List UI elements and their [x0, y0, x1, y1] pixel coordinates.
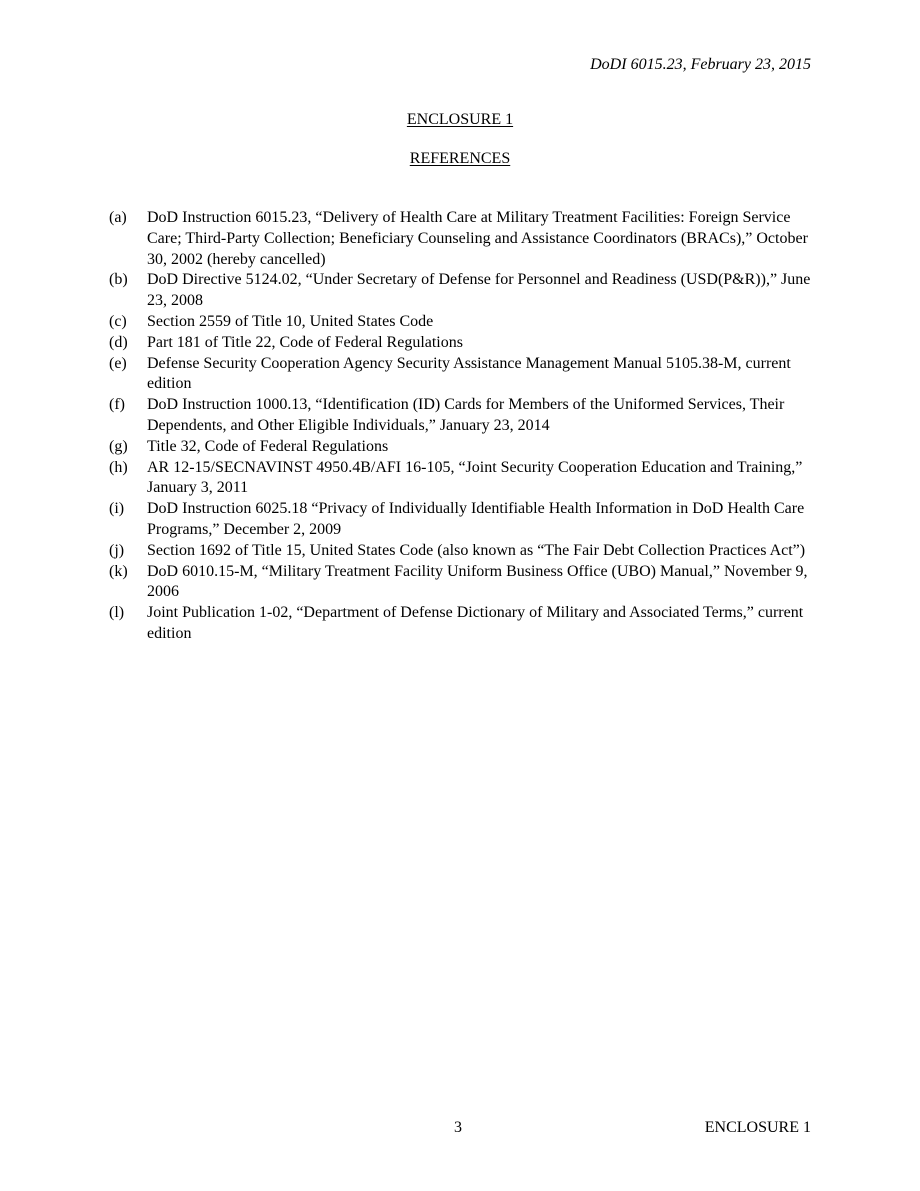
reference-item [109, 270, 819, 312]
reference-label: (g) [109, 437, 128, 455]
references-heading-text: REFERENCES [409, 150, 511, 167]
reference-text: Joint Publication 1-02, “Department of Defense Dictionary of Military and Associated Terms,” current edition [147, 604, 804, 642]
reference-label: (j) [109, 541, 125, 559]
reference-label: (a) [109, 209, 127, 226]
reference-text: Title 32, Code of Federal Regulations [147, 437, 389, 455]
reference-text: Section 2559 of Title 10, United States Code [147, 312, 434, 330]
reference-text: DoD Directive 5124.02, “Under Secretary of Defense for Personnel and Readiness (USD(P&R)),” June 23, 2008 [147, 271, 811, 310]
reference-text: DoD 6010.15-M, “Military Treatment Facility Uniform Business Office (UBO) Manual,” November 9, 2006 [147, 562, 808, 601]
reference-item [109, 208, 819, 270]
reference-item [109, 562, 819, 604]
document-header-id: DoDI 6015.23, February 23, 2015 [590, 56, 811, 73]
reference-label: (k) [109, 562, 128, 580]
reference-text: Section 1692 of Title 15, United States Code (also known as “The Fair Debt Collection Practices Act”) [147, 541, 806, 559]
reference-label: (b) [109, 271, 128, 289]
reference-text: Part 181 of Title 22, Code of Federal Regulations [147, 333, 463, 351]
footer-enclosure-label: ENCLOSURE 1 [704, 1119, 811, 1136]
reference-item [109, 395, 819, 437]
reference-label: (f) [109, 396, 125, 414]
reference-label: (d) [109, 333, 128, 351]
reference-text: Defense Security Cooperation Agency Security Assistance Management Manual 5105.38-M, current edition [147, 354, 791, 393]
reference-item [109, 437, 819, 458]
enclosure-title [0, 110, 920, 130]
enclosure-title-text: ENCLOSURE 1 [406, 111, 514, 128]
page-number: 3 [454, 1119, 462, 1136]
reference-item [109, 458, 819, 500]
reference-text: AR 12-15/SECNAVINST 4950.4B/AFI 16-105, “Joint Security Cooperation Education and Training,” January 3, 2011 [147, 458, 803, 497]
reference-item [109, 333, 819, 354]
reference-text: DoD Instruction 6015.23, “Delivery of Health Care at Military Treatment Facilities: Foreign Service Care; Third-Party Collection; Beneficiary Counseling and Assistance Coordinators (BRACs),” October 30, 2002 (hereby cancelled) [147, 209, 808, 268]
reference-item [109, 541, 819, 562]
references-heading [0, 149, 920, 169]
references-list [109, 208, 819, 645]
reference-item [109, 312, 819, 333]
reference-text: DoD Instruction 6025.18 “Privacy of Individually Identifiable Health Information in DoD Health Care Programs,” December 2, 2009 [147, 500, 805, 538]
reference-item [109, 603, 819, 645]
reference-label: (e) [109, 354, 127, 372]
reference-label: (c) [109, 312, 127, 330]
reference-label: (h) [109, 458, 128, 476]
reference-item [109, 499, 819, 541]
reference-item [109, 354, 819, 396]
reference-label: (i) [109, 500, 125, 518]
reference-text: DoD Instruction 1000.13, “Identification (ID) Cards for Members of the Uniformed Services, Their Dependents, and Other Eligible Individuals,” January 23, 2014 [147, 396, 785, 434]
reference-label: (l) [109, 604, 125, 622]
